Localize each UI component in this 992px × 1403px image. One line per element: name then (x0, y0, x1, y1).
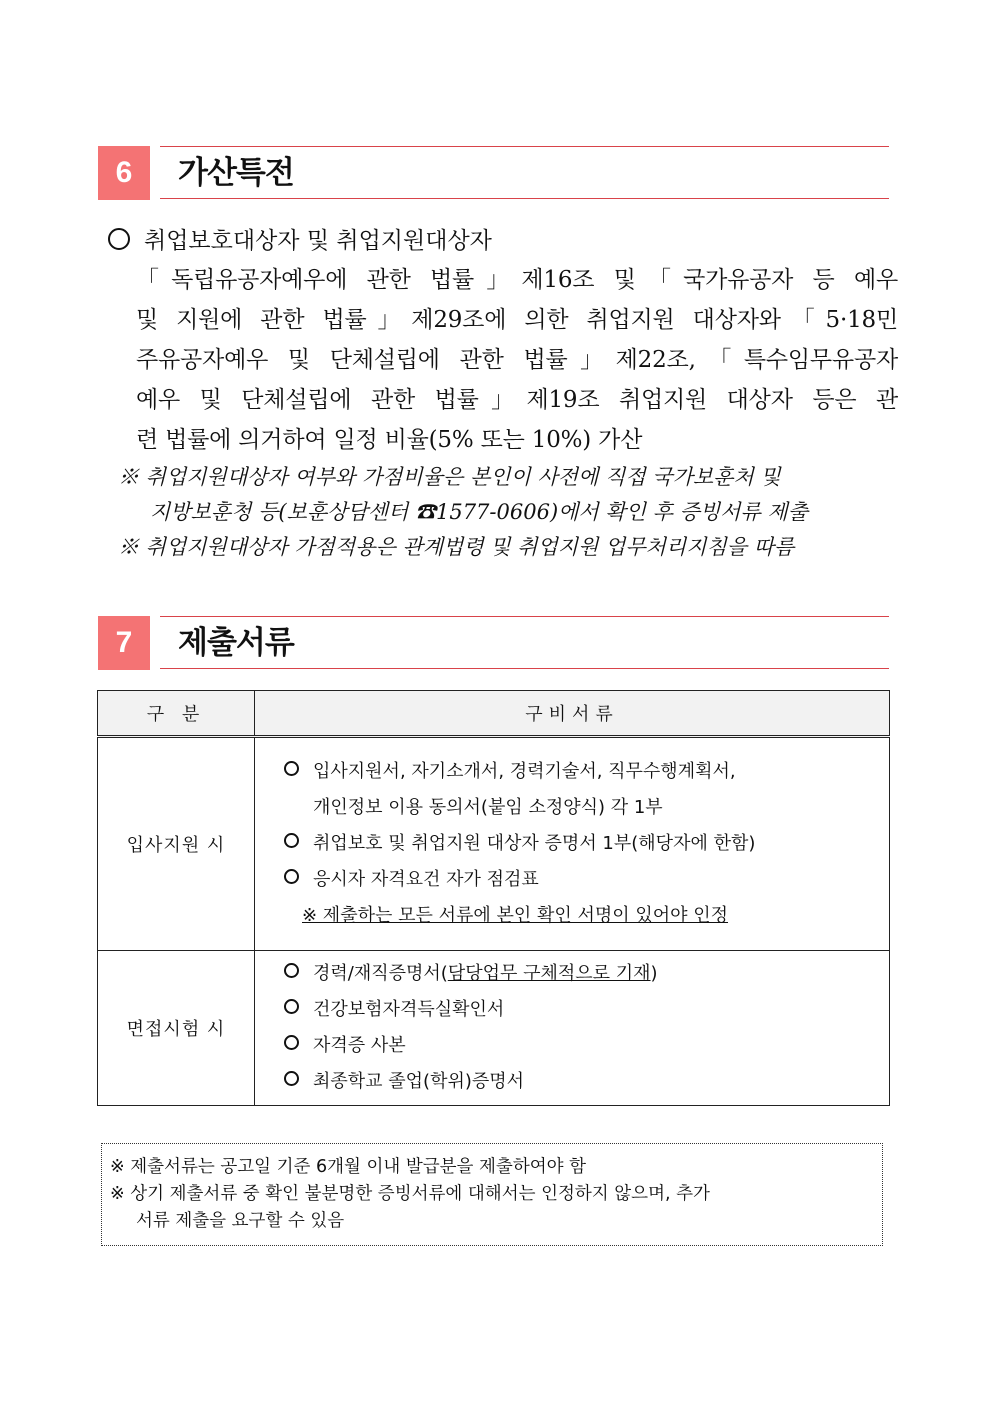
paragraph (136, 260, 898, 460)
items-cell (255, 737, 890, 951)
circle-bullet-icon (284, 1035, 299, 1050)
circle-bullet-icon (284, 999, 299, 1014)
list-item: 건강보험자격득실확인서 (284, 992, 888, 1028)
note: ※ 상기 제출서류 중 확인 불분명한 증빙서류에 대해서는 인정하지 않으며, 추가 (110, 1184, 710, 1204)
category-cell: 입사지원 시 (98, 737, 255, 951)
note: ※ 취업지원대상자 가점적용은 관계법령 및 취업지원 업무처리지침을 따름 (118, 535, 795, 559)
circle-bullet-icon (284, 761, 299, 776)
note: ※ 취업지원대상자 여부와 가점비율은 본인이 사전에 직접 국가보훈처 및 (118, 465, 781, 489)
list-item: 취업보호 및 취업지원 대상자 증명서 1부(해당자에 한함) (284, 826, 888, 862)
divider (160, 198, 889, 199)
column-header: 구 분 (98, 691, 255, 737)
section-title: 가산특전 (178, 155, 294, 191)
note: 지방보훈청 등(보훈상담센터 ☎1577-0606)에서 확인 후 증빙서류 제출 (150, 500, 808, 524)
divider (160, 668, 889, 669)
list-item: 입사지원서, 자기소개서, 경력기술서, 직무수행계획서, (284, 754, 888, 790)
circle-bullet-icon (284, 833, 299, 848)
list-item-continuation: 개인정보 이용 동의서(붙임 소정양식) 각 1부 (313, 797, 663, 818)
section-6-body (108, 222, 898, 565)
list-item: 최종학교 졸업(학위)증명서 (284, 1064, 888, 1100)
section-title: 제출서류 (178, 625, 294, 661)
circle-bullet-icon (284, 869, 299, 884)
note: 서류 제출을 요구할 수 있음 (136, 1211, 345, 1231)
list-item: 경력/재직증명서(담당업무 구체적으로 기재) (284, 956, 888, 992)
circle-bullet-icon (284, 1071, 299, 1086)
list-item: 자격증 사본 (284, 1028, 888, 1064)
section-number: 6 (98, 146, 150, 200)
section-6-header (98, 146, 889, 200)
paragraph-line: 련 법률에 의거하여 일정 비율(5% 또는 10%) 가산 (136, 427, 643, 453)
circle-bullet-icon (108, 228, 130, 250)
divider (160, 146, 889, 147)
divider (160, 616, 889, 617)
section-number: 7 (98, 616, 150, 670)
category-cell: 면접시험 시 (98, 951, 255, 1106)
list-item: 응시자 자격요건 자가 점검표 (284, 862, 888, 898)
note: ※ 제출서류는 공고일 기준 6개월 이내 발급분을 제출하여야 함 (110, 1157, 587, 1177)
paragraph-line: 「독립유공자예우에 관한 법률」제16조 및「국가유공자 등 예우 (136, 267, 898, 293)
table-row (98, 951, 890, 1106)
table-row (98, 737, 890, 951)
documents-table (97, 690, 890, 1106)
table-header-row (98, 691, 890, 737)
notes-box (101, 1143, 883, 1246)
paragraph-line: 및 지원에 관한 법률」제29조에 의한 취업지원 대상자와「5·18민 (136, 307, 898, 333)
table-note: ※ 제출하는 모든 서류에 본인 확인 서명이 있어야 인정 (302, 905, 729, 926)
column-header: 구비서류 (255, 691, 890, 737)
items-cell (255, 951, 890, 1106)
paragraph-line: 예우 및 단체설립에 관한 법률」제19조 취업지원 대상자 등은 관 (136, 387, 898, 413)
subheading: 취업보호대상자 및 취업지원대상자 (108, 222, 898, 260)
paragraph-line: 주유공자예우 및 단체설립에 관한 법률」제22조,「특수임무유공자 (136, 347, 898, 373)
section-7-header (98, 616, 889, 670)
circle-bullet-icon (284, 963, 299, 978)
